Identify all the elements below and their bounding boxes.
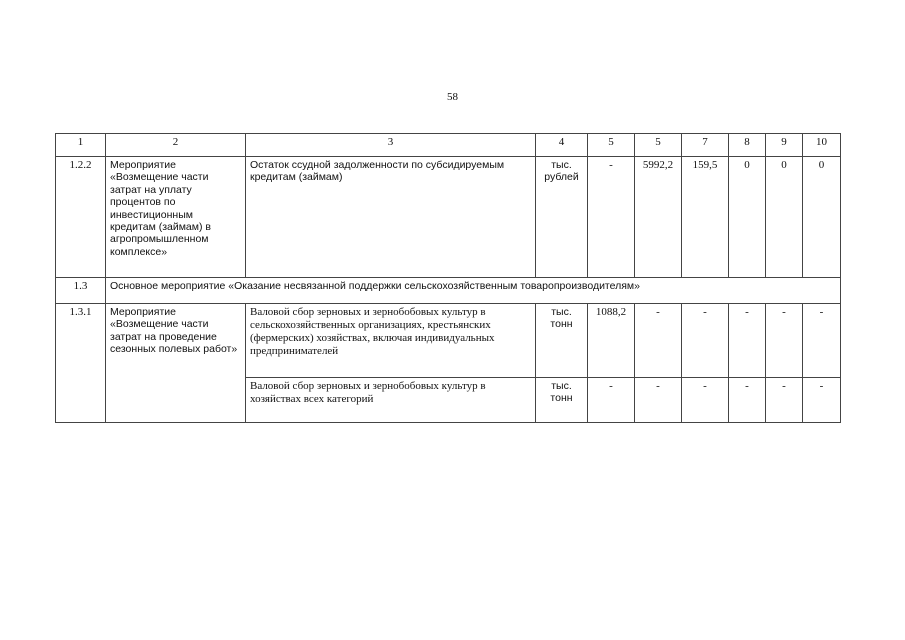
value-cell: 0 <box>729 157 766 278</box>
event-name: Мероприятие «Возмещение части затрат на уплату процентов по инвестиционным кредитам (займам) в агропромышленном комплексе» <box>106 157 246 278</box>
indicator-name: Валовой сбор зерновых и зернобобовых культур в сельскохозяйственных организациях, крестьянских (фермерских) хозяйствах, включая индивидуальных предпринимателей <box>246 304 536 378</box>
value-cell: - <box>766 378 803 423</box>
value-cell: - <box>729 378 766 423</box>
row-number: 1.3 <box>56 278 106 304</box>
value-cell: - <box>588 378 635 423</box>
header-row <box>56 134 841 157</box>
header-cell: 3 <box>246 134 536 157</box>
value-cell: - <box>803 378 841 423</box>
main-event-title: Основное мероприятие «Оказание несвязанной поддержки сельскохозяйственным товаропроизводителям» <box>106 278 841 304</box>
table-row <box>56 304 841 378</box>
header-cell: 9 <box>766 134 803 157</box>
value-cell: - <box>682 378 729 423</box>
event-name: Мероприятие «Возмещение части затрат на проведение сезонных полевых работ» <box>106 304 246 423</box>
header-cell: 10 <box>803 134 841 157</box>
program-indicators-table <box>55 133 841 423</box>
table-row <box>56 157 841 278</box>
header-cell: 7 <box>682 134 729 157</box>
value-cell: - <box>635 378 682 423</box>
unit: тыс. тонн <box>536 304 588 378</box>
unit: тыс. тонн <box>536 378 588 423</box>
row-number: 1.2.2 <box>56 157 106 278</box>
value-cell: 1088,2 <box>588 304 635 378</box>
indicator-name: Остаток ссудной задолженности по субсидируемым кредитам (займам) <box>246 157 536 278</box>
value-cell: - <box>588 157 635 278</box>
row-number: 1.3.1 <box>56 304 106 423</box>
value-cell: 159,5 <box>682 157 729 278</box>
header-cell: 4 <box>536 134 588 157</box>
unit: тыс. рублей <box>536 157 588 278</box>
value-cell: - <box>766 304 803 378</box>
value-cell: - <box>729 304 766 378</box>
indicator-name: Валовой сбор зерновых и зернобобовых культур в хозяйствах всех категорий <box>246 378 536 423</box>
value-cell: 5992,2 <box>635 157 682 278</box>
value-cell: - <box>682 304 729 378</box>
value-cell: 0 <box>803 157 841 278</box>
header-cell: 8 <box>729 134 766 157</box>
value-cell: - <box>635 304 682 378</box>
header-cell: 1 <box>56 134 106 157</box>
header-cell: 2 <box>106 134 246 157</box>
value-cell: - <box>803 304 841 378</box>
table-row <box>56 278 841 304</box>
header-cell: 5 <box>635 134 682 157</box>
value-cell: 0 <box>766 157 803 278</box>
header-cell: 5 <box>588 134 635 157</box>
page-number: 58 <box>447 91 458 103</box>
